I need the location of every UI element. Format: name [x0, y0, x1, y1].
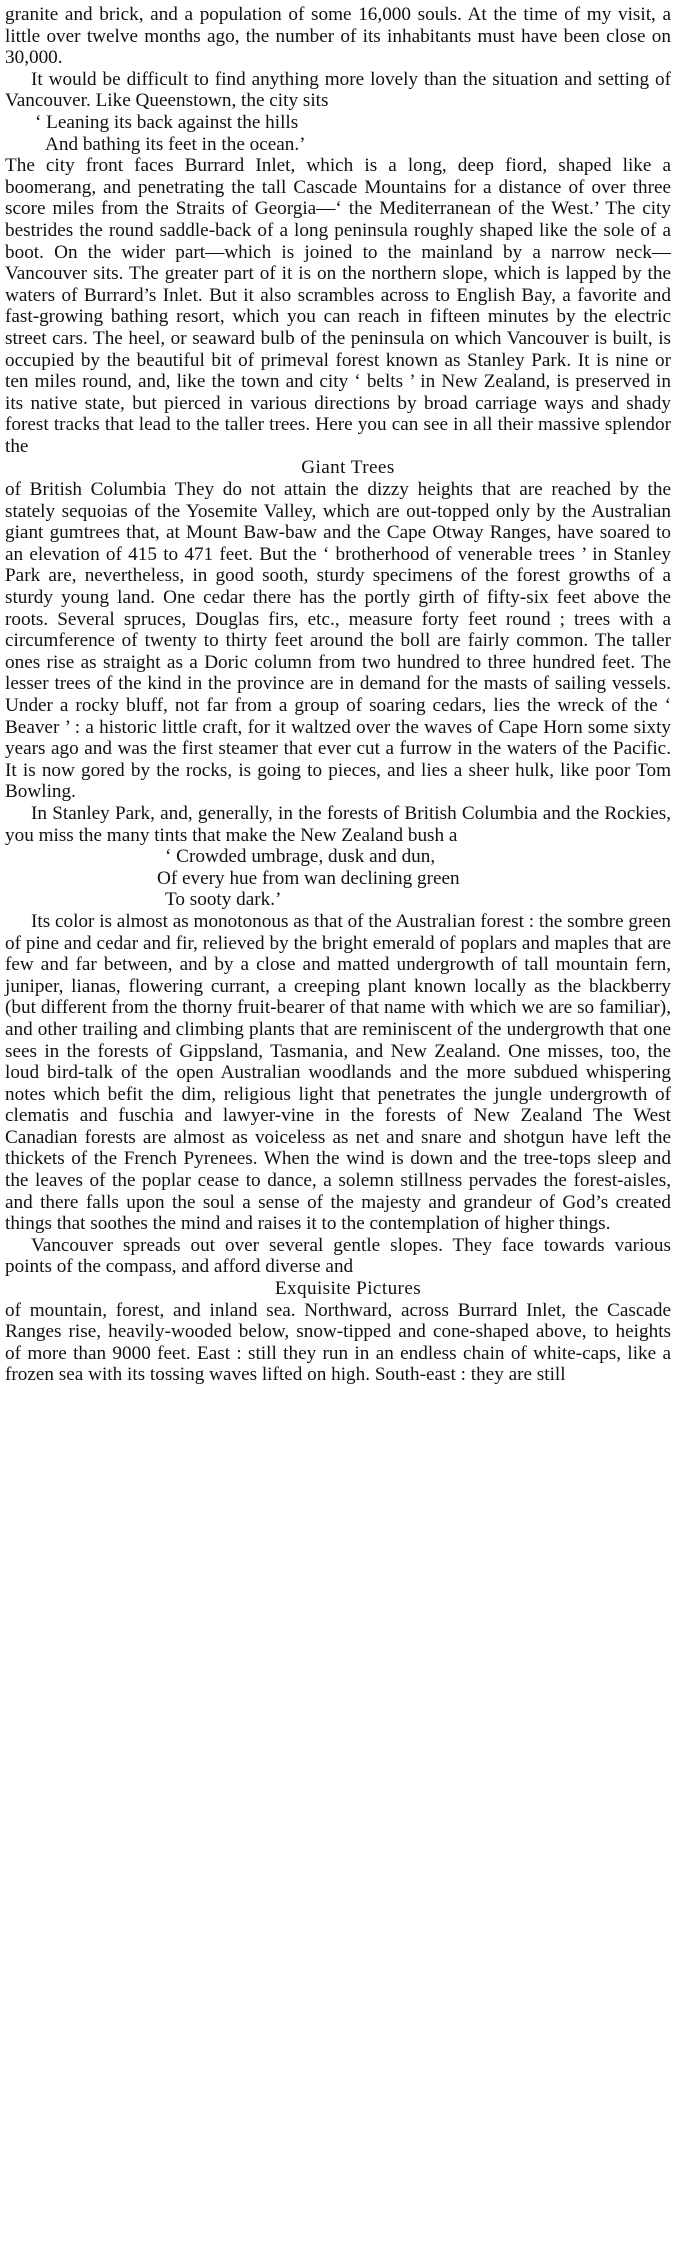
verse-line: ‘ Crowded umbrage, dusk and dun, [165, 846, 436, 868]
paragraph: Its color is almost as monotonous as that of the Australian forest : the sombre green of pine and cedar and fir, relieved by the bright emerald of poplars and maples that are few and far between, and by a close and matted undergrowth of tall mountain fern, juniper, lianas, flowering currant, a creeping plant known locally as the blackberry (but different from the thorny fruit-bearer of that name with which we are so familiar), and other trailing and climbing plants that are reminiscent of the undergrowth that one sees in the forests of Gippsland, Tasmania, and New Zealand. One misses, too, the loud bird-talk of the open Australian woodlands and the more subdued whispering notes which befit the dim, religious light that penetrates the jungle undergrowth of clematis and fuschia and lawyer-vine in the forests of New Zealand The West Canadian forests are almost as voiceless as net and snare and shotgun have left the thickets of the French Pyrenees. When the wind is down and the tree-tops sleep and the leaves of the poplar cease to dance, a solemn stillness pervades the forest-aisles, and there falls upon the soul a sense of the majesty and grandeur of God’s created things that soothes the mind and raises it to the contemplation of higher things. [5, 910, 671, 1235]
paragraph: The city front faces Burrard Inlet, which is a long, deep fiord, shaped like a boomerang, and penetrating the tall Cascade Mountains for a distance of over three score miles from the Straits of Georgia—‘ the Mediterranean of the West.’ The city bestrides the round saddle-back of a long peninsula roughly shaped like the sole of a boot. On the wider part—which is joined to the mainland by a narrow neck—Vancouver sits. The greater part of it is on the northern slope, which is lapped by the waters of Burrard’s Inlet. But it also scrambles across to English Bay, a favorite and fast-growing bathing resort, which you can reach in fifteen minutes by the electric street cars. The heel, or seaward bulb of the peninsula on which Vancouver is built, is occupied by the beautiful bit of primeval forest known as Stanley Park. It is nine or ten miles round, and, like the town and city ‘ belts ’ in New Zealand, is preserved in its native state, but pierced in various directions by broad carriage ways and shady forest tracks that lead to the taller trees. Here you can see in all their massive splendor the [5, 155, 671, 457]
quoted-verse [5, 846, 671, 911]
section-subheading: Giant Trees [301, 457, 395, 479]
paragraph: of British Columbia They do not attain the dizzy heights that are reached by the stately sequoias of the Yosemite Valley, which are out-topped only by the Australian giant gumtrees that, at Mount Baw-baw and the Cape Otway Ranges, have soared to an elevation of 415 to 471 feet. But the ‘ brotherhood of venerable trees ’ in Stanley Park are, nevertheless, in good sooth, sturdy specimens of the forest growths of a sturdy young land. One cedar there has the portly girth of fifty-six feet above the roots. Several spruces, Douglas firs, etc., measure forty feet round ; trees with a circumference of twenty to thirty feet around the boll are fairly common. The taller ones rise as straight as a Doric column from two hundred to three hundred feet. The lesser trees of the kind in the province are in demand for the masts of sailing vessels. Under a rocky bluff, not far from a group of soaring cedars, lies the wreck of the ‘ Beaver ’ : a historic little craft, for it waltzed over the waves of Cape Horn some sixty years ago and was the first steamer that ever cut a furrow in the waters of the Pacific. It is now gored by the rocks, is going to pieces, and lies a sheer hulk, like poor Tom Bowling. [5, 479, 671, 803]
paragraph: In Stanley Park, and, generally, in the forests of British Columbia and the Rockies, you miss the many tints that make the New Zealand bush a [5, 802, 671, 846]
quoted-verse [5, 112, 671, 155]
verse-line: Of every hue from wan declining green [157, 867, 460, 889]
section-subheading: Exquisite Pictures [274, 1278, 422, 1300]
verse-line: ‘ Leaning its back against the hills [35, 111, 299, 133]
verse-line: And bathing its feet in the ocean.’ [45, 133, 306, 155]
paragraph: granite and brick, and a population of some 16,000 souls. At the time of my visit, a little over twelve months ago, the number of its inhabitants must have been close on 30,000. [5, 4, 671, 69]
verse-line: To sooty dark.’ [165, 889, 282, 911]
paragraph: Vancouver spreads out over several gentle slopes. They face towards various points of the compass, and afford diverse and [5, 1234, 671, 1278]
paragraph: of mountain, forest, and inland sea. Northward, across Burrard Inlet, the Cascade Ranges rise, heavily-wooded below, snow-tipped and cone-shaped above, to heights of more than 9000 feet. East : still they run in an endless chain of white-caps, like a frozen sea with its tossing waves lifted on high. South-east : they are still [5, 1299, 671, 1386]
paragraph: It would be difficult to find anything more lovely than the situation and setting of Vancouver. Like Queenstown, the city sits [5, 68, 671, 112]
